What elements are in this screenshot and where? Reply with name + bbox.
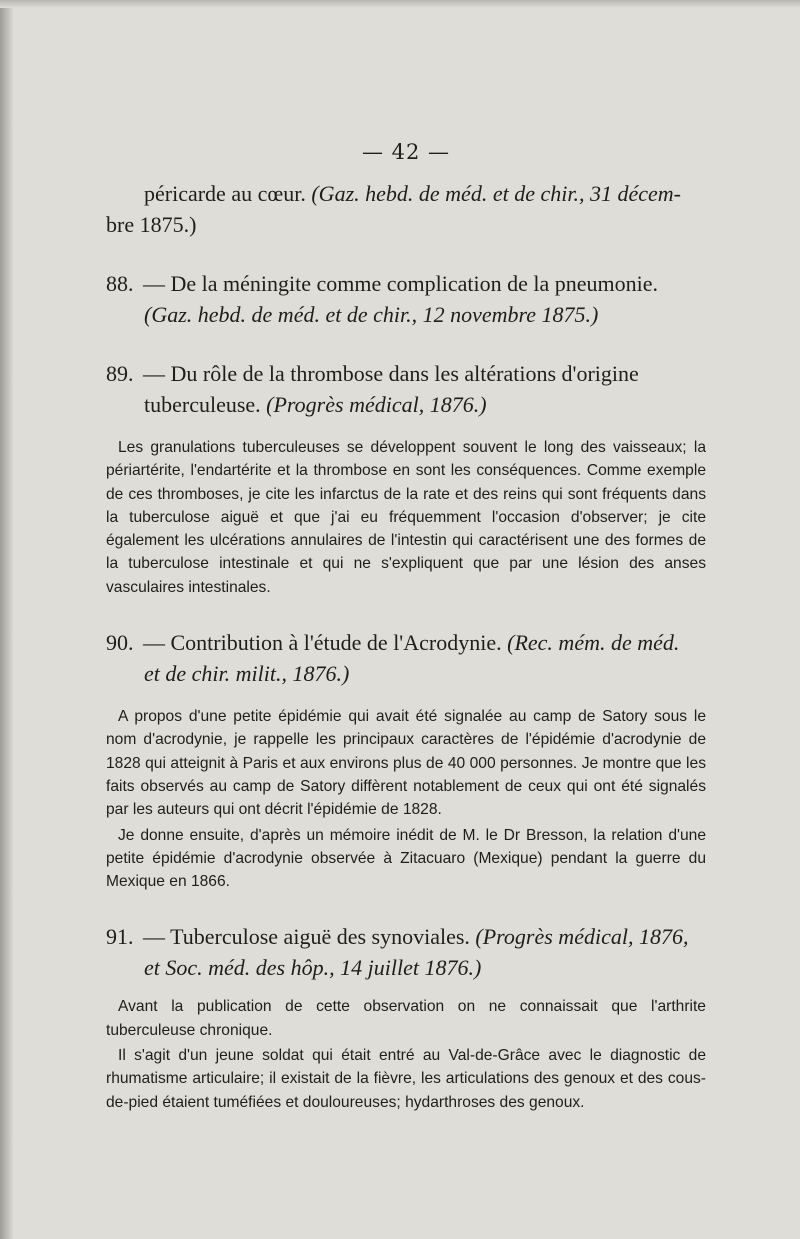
continuation-entry	[106, 178, 706, 240]
entry-source-continued: et Soc. méd. des hôp., 14 juillet 1876.)	[144, 955, 482, 981]
entry-source: (Progrès médical, 1876.)	[266, 392, 487, 417]
entry-title-continued: tuberculeuse.	[144, 392, 261, 417]
entry-number: 88.	[106, 271, 134, 296]
page-edge-shadow	[0, 0, 14, 1239]
entry-90-heading	[106, 627, 706, 689]
body-paragraph: Il s'agit d'un jeune soldat qui était entré au Val-de-Grâce avec le diagnostic de rhumatisme articulaire; il existait de la fièvre, les articulations des genoux et des cous-de-pied étaient tuméfiées et douloureuses; hydarthroses des genoux.	[106, 1047, 706, 1111]
continuation-line2: bre 1875.)	[106, 212, 197, 237]
body-paragraph: A propos d'une petite épidémie qui avait été signalée au camp de Satory sous le nom d'acrodynie, je rappelle les principaux caractères de l'épidémie d'acrodynie de 1828 qui atteignit à Paris et aux environs plus de 40 000 personnes. Je montre que les faits observés au camp de Satory diffèrent notablement de ceux qui ont été signalés par les auteurs qui ont décrit l'épidémie de 1828.	[106, 708, 706, 819]
page-content	[106, 140, 706, 1114]
body-paragraph: Les granulations tuberculeuses se développent souvent le long des vaisseaux; la périartérite, l'endartérite et la thrombose en sont les conséquences. Comme exemple de ces thromboses, je cite les infarctus de la rate et des reins qui sont fréquents dans la tuberculose aiguë et que j'ai eu fréquemment l'occasion d'observer; je cite également les ulcérations annulaires de l'intestin qui caractérisent une des formes de la tuberculose intestinale et qui ne s'expliquent que par une lésion des anses vasculaires intestinales.	[106, 439, 706, 596]
continuation-source: (Gaz. hebd. de méd. et de chir., 31 décem-	[311, 181, 681, 206]
entry-title: — Du rôle de la thrombose dans les altérations d'origine	[143, 361, 639, 386]
entry-title: — De la méningite comme complication de la pneumonie.	[143, 271, 659, 296]
entry-91-heading	[106, 921, 706, 983]
entry-source: (Progrès médical, 1876,	[475, 924, 689, 950]
entry-source: (Gaz. hebd. de méd. et de chir., 12 novembre 1875.)	[144, 302, 599, 327]
entry-88-heading	[106, 268, 706, 330]
body-paragraph: Avant la publication de cette observation on ne connaissait que l'arthrite tuberculeuse chronique.	[106, 998, 706, 1039]
page-top-shadow	[0, 0, 800, 8]
continuation-text: péricarde au cœur.	[144, 181, 312, 206]
entry-90-body	[106, 705, 706, 893]
body-paragraph: Je donne ensuite, d'après un mémoire inédit de M. le Dr Bresson, la relation d'une petite épidémie d'acrodynie observée à Zitacuaro (Mexique) pendant la guerre du Mexique en 1866.	[106, 826, 706, 891]
entry-source-continued: et de chir. milit., 1876.)	[144, 661, 350, 687]
entry-91-body	[106, 995, 706, 1113]
entry-89-body	[106, 436, 706, 599]
entry-title: — Contribution à l'étude de l'Acrodynie.	[143, 630, 502, 656]
entry-source: (Rec. mém. de méd.	[507, 630, 680, 656]
entry-number: 90.	[106, 630, 134, 656]
entry-89-heading	[106, 358, 706, 420]
entry-number: 89.	[106, 361, 134, 386]
entry-number: 91.	[106, 924, 134, 950]
page-number: — 42 —	[361, 140, 451, 164]
entry-title: — Tuberculose aiguë des synoviales.	[143, 924, 470, 950]
